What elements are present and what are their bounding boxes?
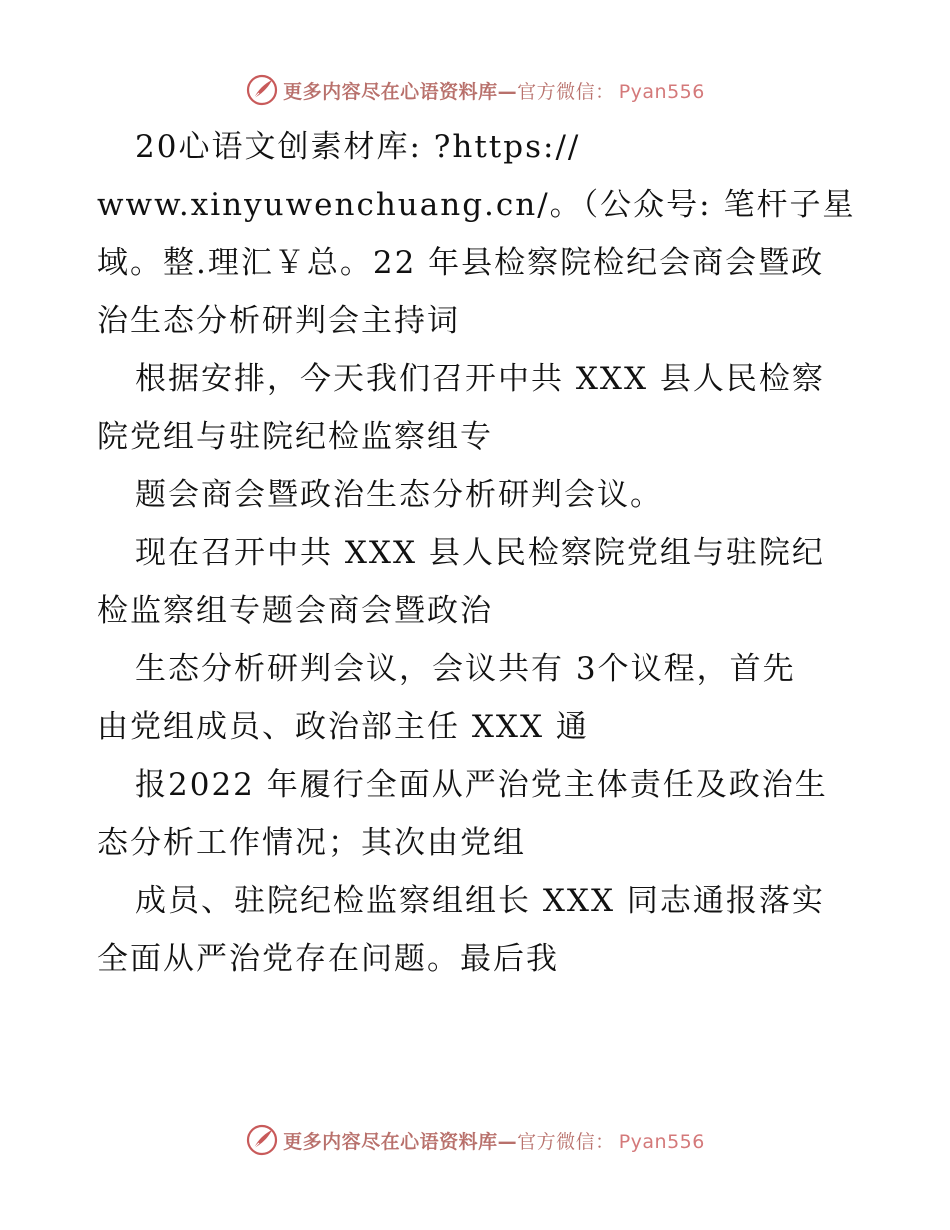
document-line: 根据安排，今天我们召开中共 XXX 县人民检察 [135,361,825,397]
feather-pen-logo-icon [245,1123,279,1157]
watermark-text [283,77,705,104]
document-line: 成员、驻院纪检监察组组长 XXX 同志通报落实 [135,883,825,919]
watermark-wechat-id: Pyan556 [618,80,705,103]
document-line: 生态分析研判会议，会议共有 3个议程，首先 [135,651,796,687]
document-line: 域。整.理汇￥总。22 年县检察院检纪会商会暨政 [97,245,825,281]
watermark-main-text: 更多内容尽在心语资料库— [283,80,518,103]
document-line: 检监察组专题会商会暨政治 [97,593,493,629]
document-line: 20心语文创素材库: ?https:// [135,129,581,165]
watermark-main-text: 更多内容尽在心语资料库— [283,1130,518,1153]
watermark-suffix-text: 官方微信： [517,1130,615,1153]
document-line: 治生态分析研判会主持词 [97,303,460,339]
document-line: www.xinyuwenchuang.cn/。（公众号: 笔杆子星 [97,187,856,223]
document-line: 态分析工作情况；其次由党组 [97,825,526,861]
watermark-wechat-id: Pyan556 [618,1130,705,1153]
watermark-suffix-text: 官方微信： [517,80,615,103]
watermark-text [283,1127,705,1154]
document-body [97,118,857,988]
document-line: 题会商会暨政治生态分析研判会议。 [135,477,663,513]
footer-watermark-banner [0,1120,950,1160]
document-line: 院党组与驻院纪检监察组专 [97,419,493,455]
document-line: 现在召开中共 XXX 县人民检察院党组与驻院纪 [135,535,825,571]
feather-pen-logo-icon [245,73,279,107]
document-line: 报2022 年履行全面从严治党主体责任及政治生 [135,767,828,803]
document-line: 全面从严治党存在问题。最后我 [97,941,559,977]
document-line: 由党组成员、政治部主任 XXX 通 [97,709,589,745]
header-watermark-banner [0,70,950,110]
